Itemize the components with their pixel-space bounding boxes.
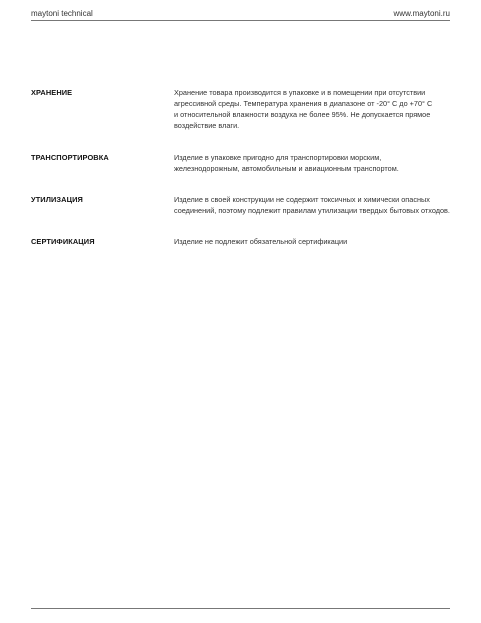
body-line: Хранение товара производится в упаковке и в помещении при отсутствии [174,88,426,97]
brand-name: maytoni technical [31,9,93,18]
footer-divider [31,608,450,609]
section-body [174,152,454,174]
section-body [174,236,454,247]
body-line: Изделие в упаковке пригодно для транспортировки морским, [174,153,382,162]
body-line: воздействие влаги. [174,121,240,130]
website-url: www.maytoni.ru [393,9,450,18]
section-body [174,87,454,131]
body-line: железнодорожным, автомобильным и авиационным транспортом. [174,164,399,173]
section-body [174,194,454,216]
section-title: УТИЛИЗАЦИЯ [31,195,83,204]
section-title: ХРАНЕНИЕ [31,88,73,97]
body-line: соединений, поэтому подлежит правилам утилизации твердых бытовых отходов. [174,206,450,215]
body-line: Изделие не подлежит обязательной сертификации [174,237,348,246]
section-title: ТРАНСПОРТИРОВКА [31,153,109,162]
header-divider [31,20,450,21]
body-line: агрессивной среды. Температура хранения в диапазоне от -20° С до +70° С [174,99,433,108]
body-line: Изделие в своей конструкции не содержит токсичных и химически опасных [174,195,430,204]
section-title: СЕРТИФИКАЦИЯ [31,237,95,246]
body-line: и относительной влажности воздуха не более 95%. Не допускается прямое [174,110,431,119]
